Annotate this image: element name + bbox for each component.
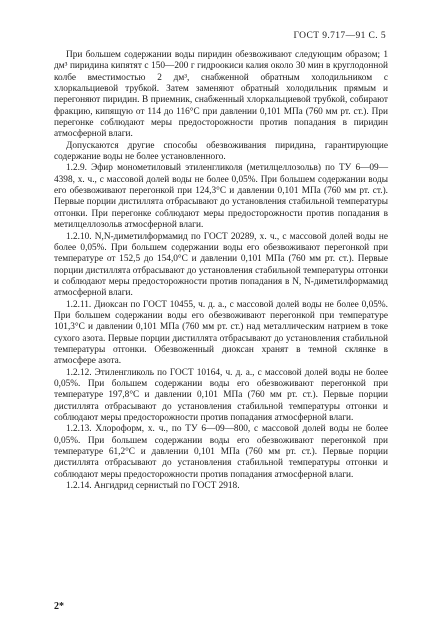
paragraph-1-2-13: 1.2.13. Хлороформ, х. ч., по ТУ 6—09—800, с массовой долей воды не более 0,05%. При большем содержании воды его обезвоживают перегонкой при температуре 61,2°С и давлении 0,101 МПа (760 мм рт. ст.). Первые порции дистиллята отбрасывают до установления стабильной температуры отгонки и соблюдают меры предосторожности против попадания атмосферной влаги. <box>54 424 388 480</box>
paragraph-1-2-14: 1.2.14. Ангидрид сернистый по ГОСТ 2918. <box>66 481 240 492</box>
paragraph-1-2-9: 1.2.9. Эфир монометиловый этиленгликоля (метилцеллозольв) по ТУ 6—09—4398, х. ч., с массовой долей воды не более 0,05%. При большем содержании воды его обезвоживают перегонкой при 124,3°С и давлении 0,101 МПа (760 мм рт. ст.). Первые порции дистиллята отбрасывают до установления стабильной температуры отгонки. При перегонке соблюдают меры предосторожности против попадания в метилцеллозольв атмосферной влаги. <box>54 163 388 231</box>
page-signature-mark: 2* <box>54 601 64 612</box>
paragraph-pyridine-drying: При большем содержании воды пиридин обезвоживают следующим образом; 1 дм³ пиридина кипятят с 150—200 г гидроокиси калия около 30 мин в круглодонной колбе вместимостью 2 дм³, снабженной обратным холодильником с хлоркальциевой трубкой. Затем заменяют обратный холодильник прямым и перегоняют пиридин. В приемник, снабженный хлоркальциевой трубкой, собирают фракцию, кипящую от 114 до 116°С при давлении 0,101 МПа (760 мм рт. ст.). При перегонке соблюдают меры предосторожности против попадания в пиридин атмосферной влаги. <box>54 50 388 140</box>
document-body <box>54 50 388 492</box>
page-header: ГОСТ 9.717—91 С. 5 <box>293 31 386 41</box>
paragraph-1-2-10: 1.2.10. N,N-диметилформамид по ГОСТ 20289, х. ч., с массовой долей воды не более 0,05%. При большем содержании воды его обезвоживают перегонкой при температуре от 152,5 до 154,0°С и давлении 0,101 МПа (760 мм рт. ст.). Первые порции дистиллята отбрасывают до установления стабильной температуры отгонки и соблюдают меры предосторожности против попадания в N, N-диметилформамид атмосферной влаги. <box>54 231 388 299</box>
paragraph-1-2-12: 1.2.12. Этиленгликоль по ГОСТ 10164, ч. д. а., с массовой долей воды не более 0,05%. При большем содержании воды его обезвоживают перегонкой при температуре 197,8°С и давлении 0,101 МПа (760 мм рт. ст.). Первые порции дистиллята отбрасывают до установления стабильной температуры отгонки и соблюдают меры предосторожности против попадания атмосферной влаги. <box>54 367 388 423</box>
paragraph-alternative-methods: Допускаются другие способы обезвоживания пиридина, гарантирующие содержание воды не более установленного. <box>54 140 388 163</box>
paragraph-1-2-11: 1.2.11. Диоксан по ГОСТ 10455, ч. д. а., с массовой долей воды не более 0,05%. При большем содержании воды его обезвоживают перегонкой при температуре 101,3°С и давлении 0,101 МПа (760 мм рт. ст.) над металлическим натрием в токе сухого азота. Первые порции дистиллята отбрасывают до установления стабильной температуры отгонки. Обезвоженный диоксан хранят в темной склянке в атмосфере азота. <box>54 299 388 367</box>
